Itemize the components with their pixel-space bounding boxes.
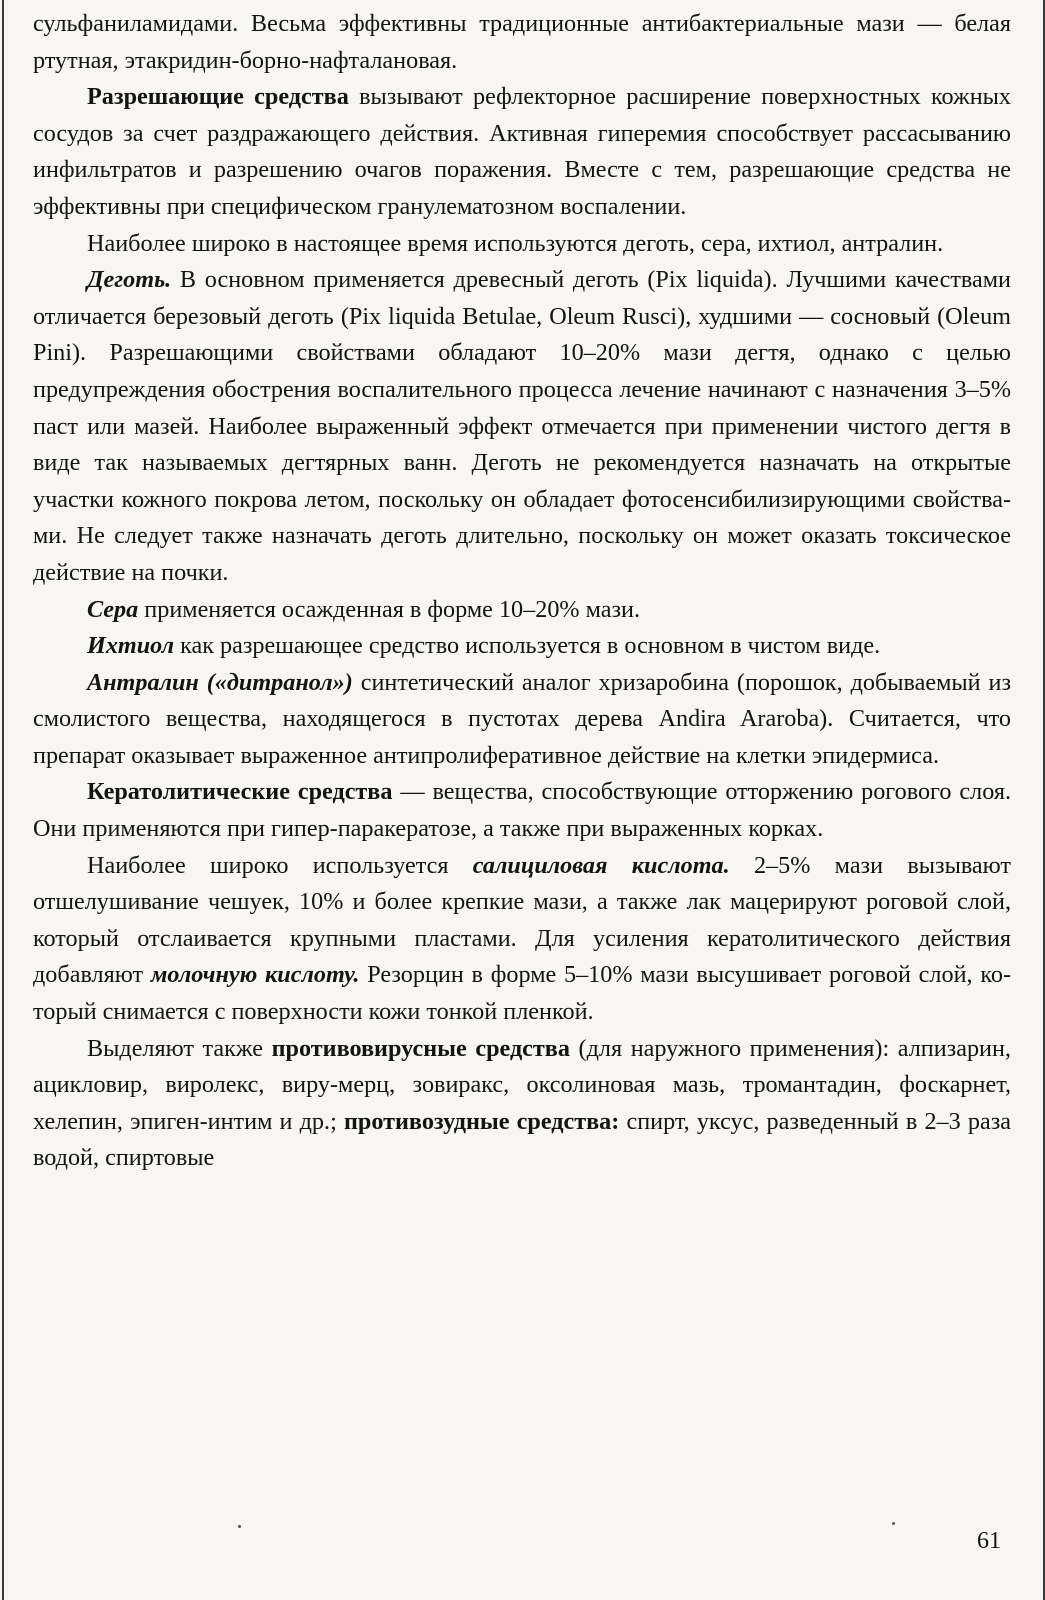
paragraph-keratolytic [33,774,1011,847]
text-span: Резорцин в форме 5–10% мази высушивает роговой слой, который снимается с поверхности кожи тонкой пленкой. [33,961,1011,1026]
paragraph-widely-used [33,226,1011,263]
scan-speck [892,1522,895,1525]
term-emphasis: Сера [87,595,139,623]
paragraph-resolving [33,79,1011,225]
paragraph-antiviral [33,1031,1011,1177]
text-span: вызывают рефлекторное расширение поверхностных кожных сосудов за счет раздражающего действия. Активная гиперемия способствует рассасыванию инфильтратов и разрешению очагов поражения. Вместе с тем, разрешающие средства не эффективны при специфическом гранулематозном воспалении. [33,83,1011,220]
paragraph-sulfur [33,592,1011,629]
paragraph-continuation [33,6,1011,79]
scan-speck [238,1525,241,1528]
page-number: 61 [977,1528,1001,1554]
term-emphasis: Ихтиол [87,632,175,660]
term-emphasis: Антралин («дитранол») [87,668,353,696]
text-span: применяется осажденная в форме 10–20% мази. [138,595,641,623]
term-emphasis: противозудные средства: [343,1107,620,1135]
term-emphasis: Кератолитические средства [87,778,393,806]
text-span: спирт, уксус, разведенный в 2–3 раза водой, спиртовые [33,1107,1011,1172]
paragraph-ichthyol [33,628,1011,665]
term-emphasis: Разрешающие средства [87,83,349,111]
text-span: Наиболее широко используется [87,851,473,879]
text-span: (для наружного применения): алпизарин, ацикловир, виролекс, виру-мерц, зовиракс, оксолиновая мазь, тромантадин, фоскарнет, хелепин, эпиген-интим и др.; [33,1034,1011,1135]
page-left-edge [2,0,4,1600]
text-span: Наиболее широко в настоящее время используются деготь, сера, ихтиол, антралин. [87,229,944,257]
text-span: Выделяют также [87,1034,272,1062]
text-span: синтетический аналог хризаробина (порошок, добываемый из смолистого вещества, находящегося в пустотах дерева Andira Araroba). Считается, что препарат оказывает выраженное антипролиферативное действие на клетки эпидермиса. [33,668,1012,769]
paragraph-tar [33,262,1011,591]
text-span: сульфаниламидами. Весьма эффективны традиционные антибактериальные мази — белая ртутная, этакридин-борно-нафталановая. [33,10,1011,74]
text-span: 2–5% мази вызывают отшелушивание чешуек, 10% и более крепкие мази, а также лак мацерируют роговой слой, который отслаивается крупными пластами. Для усиления кератолитического действия добавляют [33,851,1011,989]
term-emphasis: молочную кислоту. [150,961,360,989]
term-emphasis: салициловая кислота. [472,851,730,879]
paragraph-salicylic [33,848,1011,1031]
page-body [33,6,1011,1177]
term-emphasis: Деготь. [87,266,172,294]
text-span: — вещества, способствующие отторжению рогового слоя. Они применяются при гипер-паракератозе, а также при выраженных корках. [33,778,1011,843]
paragraph-anthralin [33,665,1011,775]
term-emphasis: противовирусные средства [271,1034,570,1062]
text-span: В основном применяется древесный деготь (Pix liquida). Лучшими качествами отличается березовый деготь (Pix liquida Betulae, Oleum Rusci), худшими — сосновый (Oleum Pini). Разрешающими свойствами обладают 10–20% мази дегтя, однако с целью предупреждения обострения воспалительного процесса лечение начинают с назначения 3–5% паст или мазей. Наиболее выраженный эффект отмечается при применении чистого дегтя в виде так называемых дегтярных ванн. Деготь не рекомендуется назначать на открытые участки кожного покрова летом, поскольку он обладает фотосенсибилизирующими свойствами. Не следует также назначать деготь длительно, поскольку он может оказать токсическое действие на почки. [33,266,1011,586]
text-span: как разрешающее средство используется в основном в чистом виде. [174,632,881,660]
